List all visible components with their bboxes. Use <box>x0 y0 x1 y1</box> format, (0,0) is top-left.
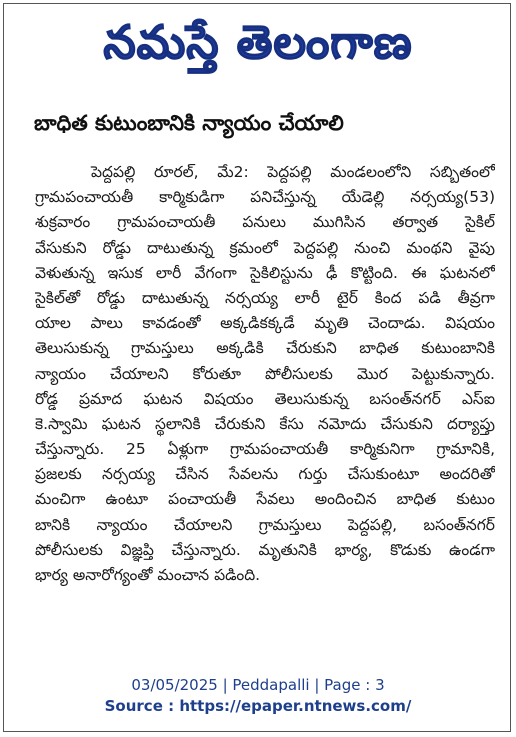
article-line: న్యాయం చేయాలని కోరుతూ పోలీసులకు మొర పెట్టుకున్నారు. <box>35 364 495 383</box>
article-line: ప్రజలకు నర్సయ్య చేసిన సేవలను గుర్తు చేసుకుంటూ అందరితో <box>35 465 495 484</box>
page-footer <box>0 675 516 717</box>
article-line: సైకిల్‌తో రోడ్డు దాటుతున్న నర్సయ్య లారీ టైర్ కింద పడి తీవ్రగా <box>35 288 495 307</box>
article-line: యాల పాలు కావడంతో అక్కడికక్కడే మృతి చెందాడు. విషయం <box>35 314 495 333</box>
article-line: వేసుకుని రోడ్డు దాటుతున్న క్రమంలో పెద్దపల్లి నుంచి మంథని వైపు <box>35 238 495 257</box>
article-body <box>35 160 495 588</box>
article-line: మంచిగా ఉంటూ పంచాయతీ సేవలు అందించిన బాధిత కుటుం <box>35 490 495 509</box>
article-line: బానికి న్యాయం చేయాలని గ్రామస్తులు పెద్దపల్లి, బసంత్‌నగర్ <box>35 515 495 534</box>
article-line: రోడ్డ ప్రమాద ఘటన విషయం తెలుసుకున్న బసంత్‌నగర్ ఎస్ఐ <box>35 389 495 408</box>
article-line: గ్రామపంచాయతీ కార్మికుడిగా పనిచేస్తున్న యేడెల్లి నర్సయ్య(53) <box>35 188 495 207</box>
article-line: చేస్తున్నారు. 25 ఏళ్లుగా గ్రామపంచాయతీ కార్మికునిగా గ్రామానికి, <box>35 440 495 459</box>
article-line: పెద్దపల్లి రూరల్, మే2: పెద్దపల్లి మండలంలోని సబ్బితంలో <box>91 163 495 181</box>
article-line: భార్య అనారోగ్యంతో మంచాన పడింది. <box>35 566 261 584</box>
article-line: పోలీసులకు విజ్ఞప్తి చేస్తున్నారు. మృతునికి భార్య, కొడుకు ఉండగా <box>35 540 495 559</box>
source-link[interactable]: Source : https://epaper.ntnews.com/ <box>104 697 412 715</box>
article-line: కె.స్వామి ఘటన స్థలానికి చేరుకుని కేసు నమోదు చేసుకుని దర్యాప్తు <box>35 414 495 433</box>
newspaper-masthead: నమస్తే తెలంగాణ <box>103 15 413 69</box>
article-headline: బాధిత కుటుంబానికి న్యాయం చేయాలి <box>34 111 344 135</box>
article-line: తెలుసుకున్న గ్రామస్తులు అక్కడికి చేరుకుని బాధిత కుటుంబానికి <box>35 339 495 358</box>
article-line: శుక్రవారం గ్రామపంచాయతీ పనులు ముగిసిన తర్వాత సైకిల్ <box>35 213 495 232</box>
article-line: వెళుతున్న ఇసుక లారీ వేగంగా సైకిలిస్టును ఢీ కొట్టింది. ఈ ఘటనలో <box>35 263 495 282</box>
edition-info: 03/05/2025 | Peddapalli | Page : 3 <box>131 676 385 694</box>
